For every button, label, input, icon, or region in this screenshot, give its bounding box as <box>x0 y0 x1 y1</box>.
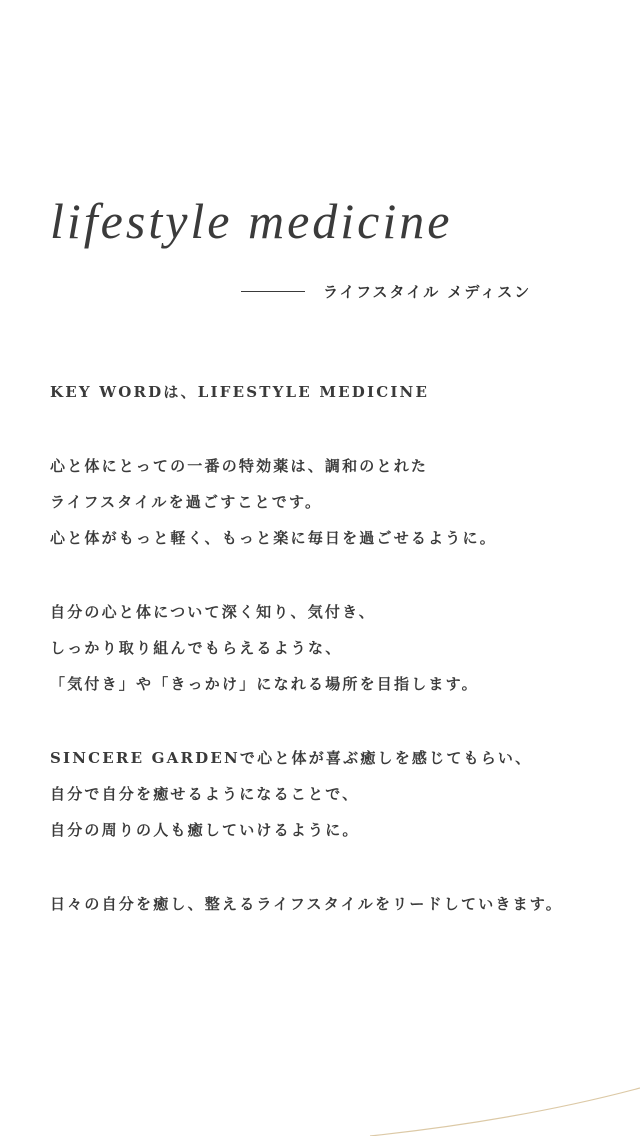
page-title: lifestyle medicine <box>50 193 453 249</box>
paragraph-line: SINCERE GARDENで心と体が喜ぶ癒しを感じてもらい、 <box>50 749 533 767</box>
paragraph-closing <box>50 886 630 922</box>
subtitle-row <box>241 281 531 302</box>
paragraph-line: 自分の周りの人も癒していけるように。 <box>50 821 360 839</box>
paragraph-line: 自分で自分を癒せるようになることで、 <box>50 785 360 803</box>
paragraph-line: 心と体がもっと軽く、もっと楽に毎日を過ごせるように。 <box>50 529 497 547</box>
paragraph-line: ライフスタイルを過ごすことです。 <box>50 493 323 511</box>
subtitle-text: ライフスタイル メディスン <box>323 283 532 301</box>
paragraph-line: しっかり取り組んでもらえるような、 <box>50 639 343 657</box>
subtitle-divider <box>241 291 305 292</box>
paragraph-line: 自分の心と体について深く知り、気付き、 <box>50 603 376 621</box>
body-content <box>50 374 630 960</box>
paragraph-line: KEY WORDは、LIFESTYLE MEDICINE <box>50 383 430 401</box>
paragraph-healing <box>50 740 630 848</box>
decorative-arc-line <box>370 1088 640 1136</box>
paragraph-line: 日々の自分を癒し、整えるライフスタイルをリードしていきます。 <box>50 895 564 913</box>
paragraph-line: 心と体にとっての一番の特効薬は、調和のとれた <box>50 457 429 475</box>
paragraph-line: 「気付き」や「きっかけ」になれる場所を目指します。 <box>50 675 479 693</box>
paragraph-remedy <box>50 448 630 556</box>
paragraph-awareness <box>50 594 630 702</box>
paragraph-keyword <box>50 374 630 410</box>
